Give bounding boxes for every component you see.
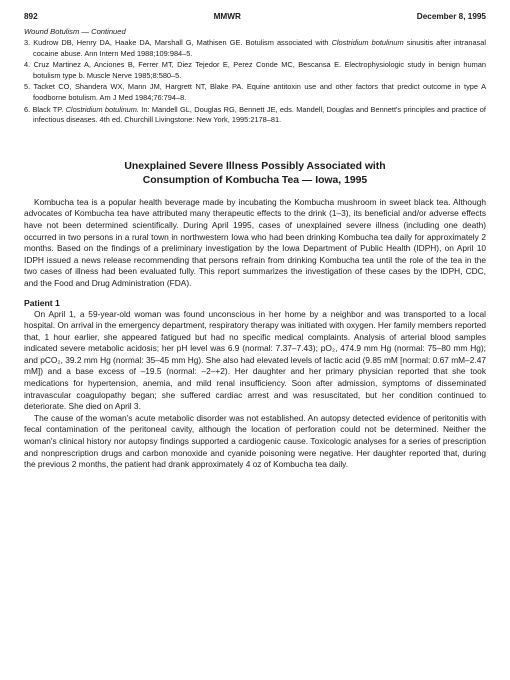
reference-text: 6. Black TP. bbox=[24, 104, 66, 114]
reference-text: In: Mandell GL, Douglas RG, Bennett JE, eds. Mandell, Douglas and Bennett's principles and practice of infectious diseases. 4th ed. Churchill Livingstone: New York, 1995:2178–81. bbox=[33, 104, 486, 125]
reference-item bbox=[24, 82, 486, 103]
intro-paragraph: Kombucha tea is a popular health beverage made by incubating the Kombucha mushroom in sweet black tea. Although advocates of Kombucha tea have attributed many therapeutic effects to the drink (1–3), its beneficial and/or adverse effects have not been determined scientifically. During April 1995, cases of unexplained severe illness (including one death) occurred in two persons in a rural town in northwestern Iowa who had been drinking Kombucha tea daily for approximately 2 months. Based on the findings of a preliminary investigation by the Iowa Department of Public Health (IDPH), on April 10 IDPH issued a news release recommending that persons refrain from drinking Kombucha tea until the role of the tea in the two cases of illness had been evaluated fully. This report summarizes the investigation of these cases by the IDPH, CDC, and the Food and Drug Administration (FDA). bbox=[24, 196, 486, 288]
patient1-heading: Patient 1 bbox=[24, 297, 60, 308]
reference-item bbox=[24, 105, 486, 126]
patient1-paragraph: The cause of the woman's acute metabolic disorder was not established. An autopsy detected evidence of peritonitis with fecal contamination of the peritoneal cavity, although the location of perforation could not be determined. Neither the woman's clinical history nor autopsy findings supported a cardiogenic cause. Toxicologic analyses for a series of prescription and nonprescription drugs and carbon monoxide and cyanide poisoning were negative. Her daughter reported that, during the previous 2 months, the patient had drank approximately 4 oz of Kombucha tea daily. bbox=[24, 412, 486, 470]
article-title bbox=[24, 160, 486, 188]
reference-italic-text: Clostridium botulinum. bbox=[65, 104, 139, 114]
page-number: 892 bbox=[24, 12, 38, 21]
document-page bbox=[24, 10, 486, 471]
reference-item bbox=[24, 38, 486, 59]
article-body bbox=[24, 197, 486, 471]
continued-label: Wound Botulism — Continued bbox=[24, 27, 126, 36]
reference-text: 3. Kudrow DB, Henry DA, Haake DA, Marshall G, Mathisen GE. Botulism associated with bbox=[24, 38, 332, 47]
article-title-line: Consumption of Kombucha Tea — Iowa, 1995 bbox=[142, 174, 368, 186]
reference-text: sinusitis after intranasal cocaine abuse. Ann Intern Med 1988;109:984–5. bbox=[33, 38, 487, 58]
reference-italic-text: Clostridium botulinum bbox=[331, 38, 404, 47]
journal-name: MMWR bbox=[213, 12, 241, 21]
reference-text: 5. Tacket CO, Shandera WX, Mann JM, Hargrett NT, Blake PA. Equine antitoxin use and other factors that predict outcome in type A foodborne botulism. Am J Med 1984;76:794–8. bbox=[24, 82, 486, 102]
running-header bbox=[24, 10, 486, 24]
reference-list bbox=[24, 38, 486, 126]
reference-item bbox=[24, 60, 486, 81]
article-title-line: Unexplained Severe Illness Possibly Associated with bbox=[124, 160, 386, 172]
patient1-paragraph: On April 1, a 59-year-old woman was found unconscious in her home by a neighbor and was transported to a local hospital. On arrival in the emergency department, respiratory therapy was initiated with oxygen. Her family members reported that, 1 hour earlier, she appeared fatigued but had no specific medical complaints. Analysis of arterial blood samples indicated severe metabolic acidosis; her pH level was 6.9 (normal: 7.37–7.43); pO₂, 474.9 mm Hg (normal: 75–80 mm Hg); and pCO₂, 39.2 mm Hg (normal: 35–45 mm Hg). She also had elevated levels of lactic acid (9.85 mM [normal: 0.67 mM–2.47 mM]) and a base excess of –19.5 (normal: –2–+2). Her daughter and her primary physician reported that she took medications for hypertension, anemia, and mild renal insufficiency. Soon after admission, symptoms of disseminated intravascular coagulopathy began; she suffered cardiac arrest and was resuscitated, but her condition continued to deteriorate. She died on April 3. bbox=[24, 308, 486, 412]
reference-text: 4. Cruz Martinez A, Anciones B, Ferrer MT, Diez Tejedor E, Perez Conde MC, Bescansa E. Electrophysiologic study in benign human botulism type b. Muscle Nerve 1985;8:580–5. bbox=[24, 60, 486, 80]
issue-date: December 8, 1995 bbox=[416, 12, 486, 21]
